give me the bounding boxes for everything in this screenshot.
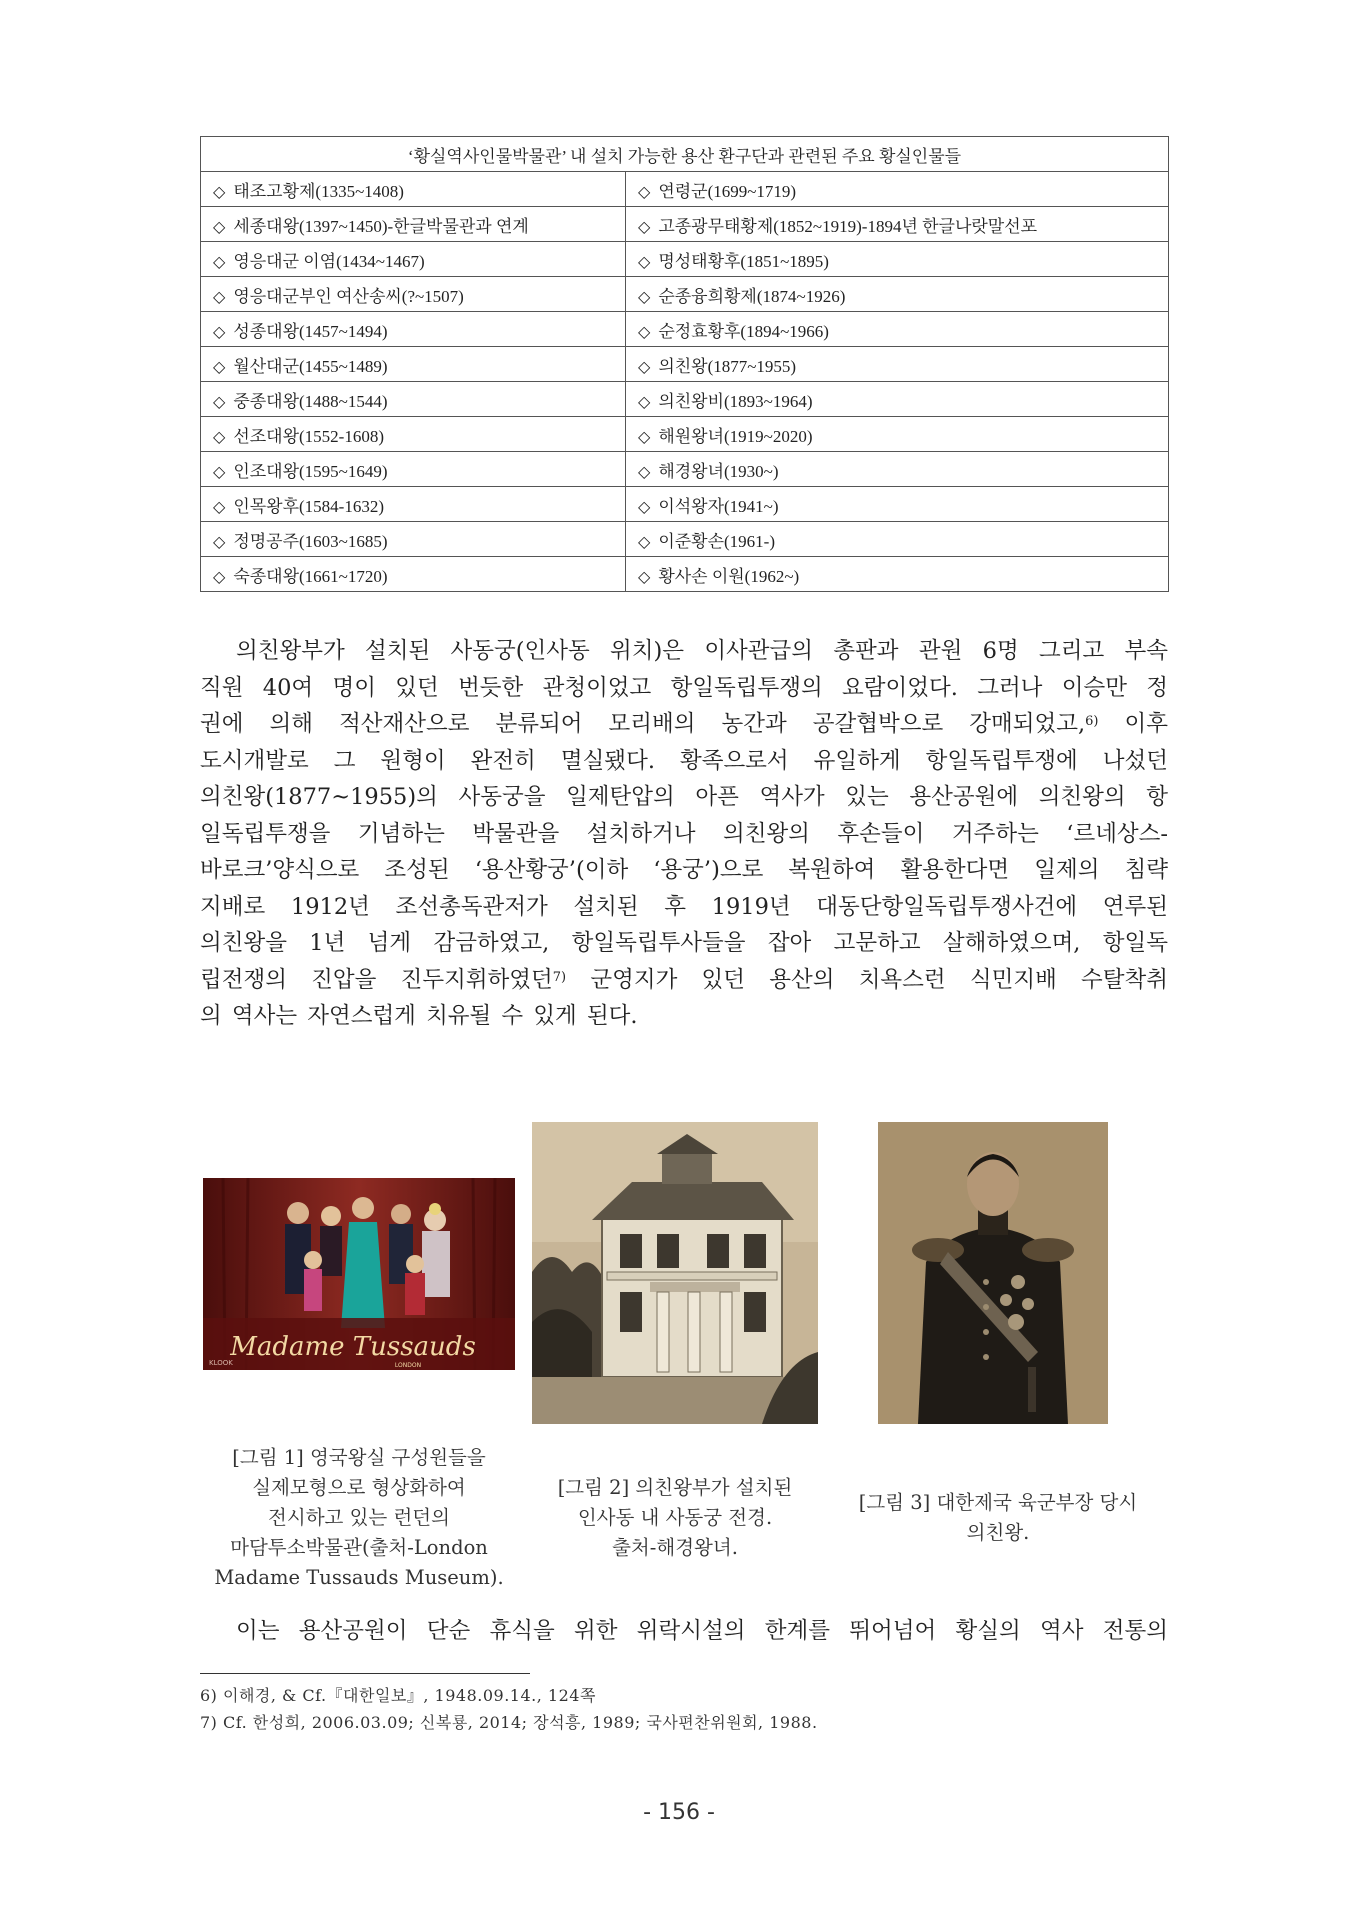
diamond-bullet-icon: ◇ xyxy=(213,566,226,586)
figure-1-image xyxy=(203,1178,515,1370)
royal-figures-table xyxy=(200,136,1169,592)
table-cell xyxy=(626,312,1169,347)
diamond-bullet-icon: ◇ xyxy=(638,356,651,376)
figure-1-caption xyxy=(198,1443,520,1593)
sadonggung-building-photo xyxy=(532,1122,818,1424)
table-cell xyxy=(201,347,626,382)
table-cell xyxy=(201,452,626,487)
table-row xyxy=(201,347,1169,382)
klook-watermark: KLOOK xyxy=(209,1359,233,1367)
paragraph-line: 의친왕(1877~1955)의 사동궁을 일제탄압의 아픈 역사가 있는 용산공원에 의친왕의 항 xyxy=(200,784,1168,810)
royal-figure-name: 연령군(1699~1719) xyxy=(658,181,797,201)
table-row xyxy=(201,172,1169,207)
table-row xyxy=(201,557,1169,592)
table-row xyxy=(201,417,1169,452)
diamond-bullet-icon: ◇ xyxy=(638,321,651,341)
table-row xyxy=(201,452,1169,487)
caption-line: 실제모형으로 형상화하여 xyxy=(252,1476,466,1499)
caption-line: 의친왕. xyxy=(966,1521,1030,1544)
diamond-bullet-icon: ◇ xyxy=(638,566,651,586)
diamond-bullet-icon: ◇ xyxy=(638,461,651,481)
footnote-7: 7) Cf. 한성희, 2006.03.09; 신복룡, 2014; 장석흥, 1989; 국사편찬위원회, 1988. xyxy=(200,1713,818,1732)
table-cell xyxy=(201,277,626,312)
figure-3-caption xyxy=(838,1488,1158,1548)
paragraph-line-text: 이후 xyxy=(1098,711,1168,737)
diamond-bullet-icon: ◇ xyxy=(213,426,226,446)
diamond-bullet-icon: ◇ xyxy=(638,426,651,446)
table-cell xyxy=(626,207,1169,242)
diamond-bullet-icon: ◇ xyxy=(638,496,651,516)
table-row xyxy=(201,522,1169,557)
caption-line: 출처-해경왕녀. xyxy=(612,1536,738,1559)
table-cell xyxy=(201,172,626,207)
madame-tussauds-photo xyxy=(203,1178,515,1370)
royal-figure-name: 순종융희황제(1874~1926) xyxy=(658,286,846,306)
royal-figure-name: 해경왕녀(1930~) xyxy=(658,461,779,481)
table-row xyxy=(201,207,1169,242)
table-cell xyxy=(626,452,1169,487)
paragraph-line-text: 군영지가 있던 용산의 치욕스런 식민지배 수탈착취 xyxy=(566,966,1168,993)
royal-figure-name: 명성태황후(1851~1895) xyxy=(658,251,829,271)
paragraph-line: 바로크’양식으로 조성된 ‘용산황궁’(이하 ‘용궁’)으로 복원하여 활용한다면 일제의 침략 xyxy=(200,857,1168,883)
footnote-divider xyxy=(200,1673,530,1674)
caption-line: [그림 1] 영국왕실 구성원들을 xyxy=(232,1446,486,1469)
royal-figure-name: 정명공주(1603~1685) xyxy=(233,531,388,551)
royal-figure-name: 의친왕비(1893~1964) xyxy=(658,391,813,411)
paragraph-line: 이는 용산공원이 단순 휴식을 위한 위락시설의 한계를 뛰어넘어 황실의 역사 전통의 xyxy=(236,1618,1168,1644)
paragraph-line: 지배로 1912년 조선총독관저가 설치된 후 1919년 대동단항일독립투쟁사건에 연루된 xyxy=(200,893,1168,920)
table-cell xyxy=(626,382,1169,417)
paragraph-line xyxy=(200,962,1168,999)
royal-figure-name: 이석왕자(1941~) xyxy=(658,496,779,516)
paragraph-line: 의친왕을 1년 넘게 감금하였고, 항일독립투사들을 잡아 고문하고 살해하였으며, 항일독 xyxy=(200,930,1168,956)
royal-figure-name: 선조대왕(1552-1608) xyxy=(233,426,384,446)
diamond-bullet-icon: ◇ xyxy=(213,181,226,201)
table-row xyxy=(201,487,1169,522)
figure-2-image xyxy=(532,1122,818,1424)
table-cell xyxy=(626,487,1169,522)
royal-figure-name: 해원왕녀(1919~2020) xyxy=(658,426,813,446)
diamond-bullet-icon: ◇ xyxy=(638,216,651,236)
table-cell xyxy=(201,522,626,557)
royal-figure-name: 숙종대왕(1661~1720) xyxy=(233,566,388,586)
table-cell xyxy=(201,242,626,277)
footnote-ref-7: 7) xyxy=(552,969,567,985)
diamond-bullet-icon: ◇ xyxy=(213,251,226,271)
diamond-bullet-icon: ◇ xyxy=(213,391,226,411)
royal-figure-name: 세종대왕(1397~1450)-한글박물관과 연계 xyxy=(233,216,529,236)
paragraph-line: 도시개발로 그 원형이 완전히 멸실됐다. 황족으로서 유일하게 항일독립투쟁에 나섰던 xyxy=(200,747,1168,774)
royal-figure-name: 고종광무태황제(1852~1919)-1894년 한글나랏말선포 xyxy=(658,216,1038,236)
table-cell xyxy=(201,382,626,417)
royal-figure-name: 중종대왕(1488~1544) xyxy=(233,391,388,411)
table-row xyxy=(201,277,1169,312)
royal-figure-name: 인조대왕(1595~1649) xyxy=(233,461,388,481)
paragraph-line: 일독립투쟁을 기념하는 박물관을 설치하거나 의친왕의 후손들이 거주하는 ‘르네상스- xyxy=(200,820,1168,847)
caption-line: 마담투소박물관(출처-London xyxy=(230,1536,488,1559)
caption-line: 인사동 내 사동궁 전경. xyxy=(577,1506,773,1529)
footnote-6: 6) 이해경, & Cf.『대한일보』, 1948.09.14., 124쪽 xyxy=(200,1686,596,1705)
tussauds-logo-text: Madame Tussauds xyxy=(230,1332,476,1362)
table-row xyxy=(201,312,1169,347)
diamond-bullet-icon: ◇ xyxy=(638,286,651,306)
royal-figure-name: 영응대군부인 여산송씨(?~1507) xyxy=(233,286,464,306)
tussauds-logo-subtext: LONDON xyxy=(394,1362,422,1369)
caption-line: Madame Tussauds Museum). xyxy=(214,1566,504,1589)
diamond-bullet-icon: ◇ xyxy=(213,216,226,236)
diamond-bullet-icon: ◇ xyxy=(213,496,226,516)
table-title: ‘황실역사인물박물관’ 내 설치 가능한 용산 환구단과 관련된 주요 황실인물들 xyxy=(201,137,1169,172)
table-body xyxy=(201,172,1169,592)
table-cell xyxy=(626,277,1169,312)
royal-figure-name: 황사손 이원(1962~) xyxy=(658,566,800,586)
table-header-row xyxy=(201,137,1169,172)
table-row xyxy=(201,242,1169,277)
table-cell xyxy=(626,347,1169,382)
royal-figure-name: 이준황손(1961-) xyxy=(658,531,775,551)
footnote-ref-6: 6) xyxy=(1085,714,1099,729)
diamond-bullet-icon: ◇ xyxy=(638,391,651,411)
caption-line: [그림 3] 대한제국 육군부장 당시 xyxy=(858,1491,1138,1514)
table-cell xyxy=(626,172,1169,207)
figure-2-caption xyxy=(525,1473,825,1563)
caption-line: 전시하고 있는 런던의 xyxy=(268,1506,450,1529)
diamond-bullet-icon: ◇ xyxy=(213,321,226,341)
royal-figure-name: 영응대군 이염(1434~1467) xyxy=(233,251,425,271)
table-cell xyxy=(201,557,626,592)
royal-figure-name: 월산대군(1455~1489) xyxy=(233,356,388,376)
table-cell xyxy=(626,417,1169,452)
royal-figure-name: 인목왕후(1584-1632) xyxy=(233,496,384,516)
caption-line: [그림 2] 의친왕부가 설치된 xyxy=(557,1476,793,1499)
royal-figure-name: 의친왕(1877~1955) xyxy=(658,356,797,376)
table-cell xyxy=(201,417,626,452)
diamond-bullet-icon: ◇ xyxy=(213,286,226,306)
paragraph-line-text: 립전쟁의 진압을 진두지휘하였던 xyxy=(200,966,553,993)
diamond-bullet-icon: ◇ xyxy=(213,461,226,481)
royal-figure-name: 태조고황제(1335~1408) xyxy=(233,181,404,201)
table-row xyxy=(201,382,1169,417)
royal-figure-name: 순정효황후(1894~1966) xyxy=(658,321,829,341)
paragraph-line: 의친왕부가 설치된 사동궁(인사동 위치)은 이사관급의 총판과 관원 6명 그리고 부속 xyxy=(236,638,1168,664)
diamond-bullet-icon: ◇ xyxy=(638,251,651,271)
diamond-bullet-icon: ◇ xyxy=(213,531,226,551)
diamond-bullet-icon: ◇ xyxy=(638,181,651,201)
table-cell xyxy=(626,557,1169,592)
table-cell xyxy=(626,522,1169,557)
body-paragraph-2 xyxy=(200,1613,1168,1650)
table-cell xyxy=(201,312,626,347)
page-number: - 156 - xyxy=(643,1800,715,1825)
body-paragraph-1 xyxy=(200,633,1168,1035)
prince-uichin-portrait xyxy=(878,1122,1108,1424)
paragraph-line: 의 역사는 자연스럽게 치유될 수 있게 된다. xyxy=(200,1003,638,1029)
table-cell xyxy=(201,207,626,242)
paragraph-line: 직원 40여 명이 있던 번듯한 관청이었고 항일독립투쟁의 요람이었다. 그러나 이승만 정 xyxy=(200,674,1168,701)
royal-figure-name: 성종대왕(1457~1494) xyxy=(233,321,388,341)
table-cell xyxy=(626,242,1169,277)
paragraph-line-text: 권에 의해 적산재산으로 분류되어 모리배의 농간과 공갈협박으로 강매되었고, xyxy=(200,711,1086,737)
table-cell xyxy=(201,487,626,522)
paragraph-line xyxy=(200,706,1168,743)
diamond-bullet-icon: ◇ xyxy=(213,356,226,376)
figure-3-image xyxy=(878,1122,1108,1424)
diamond-bullet-icon: ◇ xyxy=(638,531,651,551)
